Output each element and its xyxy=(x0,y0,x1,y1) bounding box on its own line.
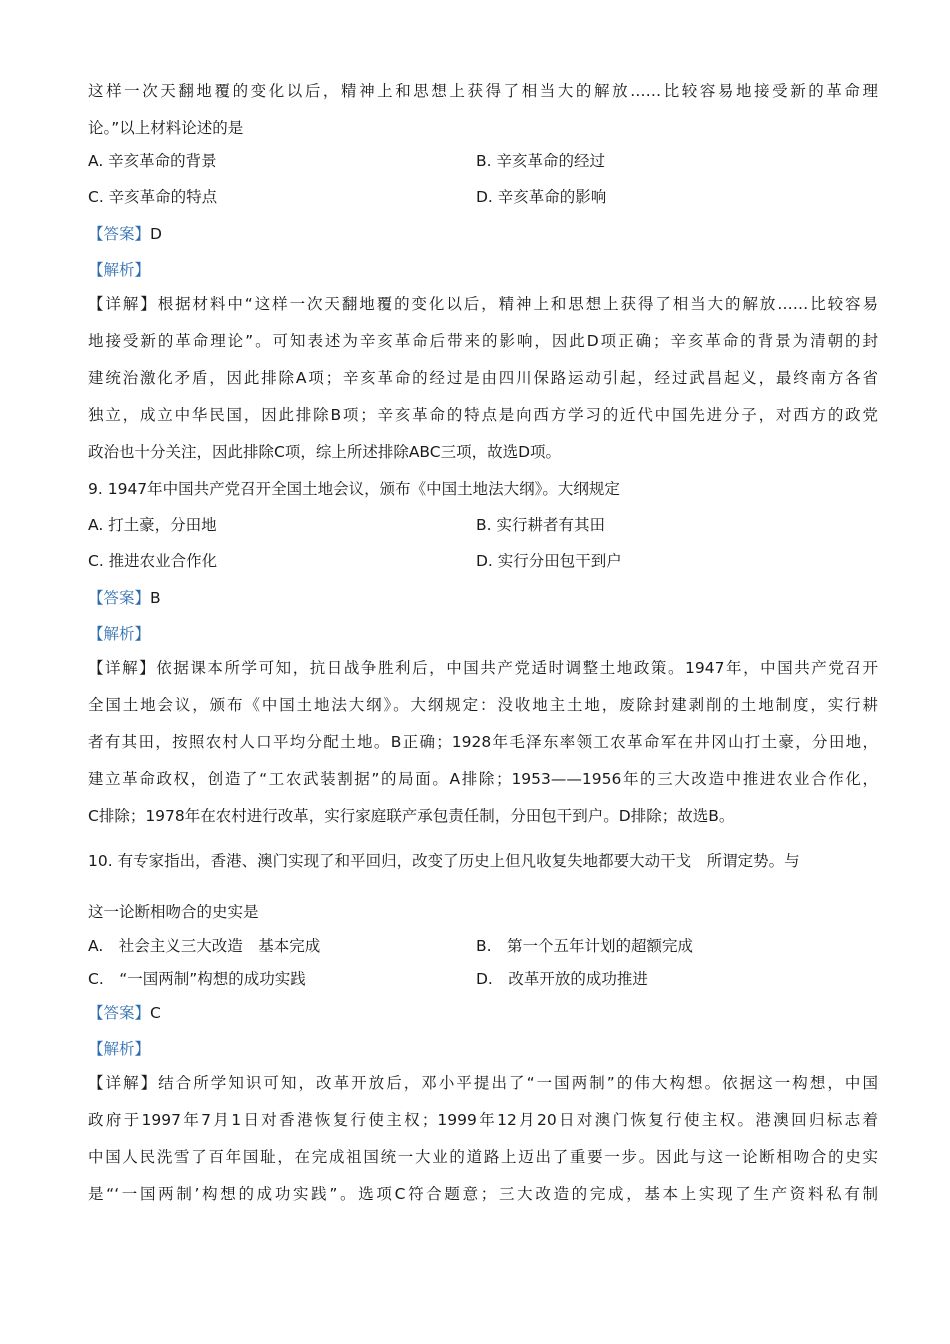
analysis-tag: 【解析】 xyxy=(88,261,151,279)
q8-detail-line-5: 政治也十分关注，因此排除C项，综上所述排除ABC三项，故选D项。 xyxy=(88,443,562,461)
q10-option-c: C. “一国两制”构想的成功实践 xyxy=(88,970,306,988)
q10-stem-line-2: 这一论断相吻合的史实是 xyxy=(88,903,259,921)
analysis-tag: 【解析】 xyxy=(88,625,151,643)
detail-tag: 【详解】 xyxy=(88,1074,159,1092)
q8-stem-line-2: 论。”以上材料论述的是 xyxy=(88,119,244,137)
q9-detail-line-3: 者有其田，按照农村人口平均分配土地。B正确；1928年毛泽东率领工农革命军在井冈山打土豪，分田地， xyxy=(88,733,878,751)
q9-option-c: C. 推进农业合作化 xyxy=(88,552,218,570)
q9-detail-line-4: 建立革命政权，创造了“工农武装割据”的局面。A排除；1953——1956年的三大改造中推进农业合作化， xyxy=(88,770,878,788)
q8-detail-line-4: 独立，成立中华民国，因此排除B项；辛亥革命的特点是向西方学习的近代中国先进分子，对西方的政党 xyxy=(88,406,878,424)
q9-option-b: B. 实行耕者有其田 xyxy=(476,516,605,534)
q8-option-d: D. 辛亥革命的影响 xyxy=(476,188,607,206)
q9-stem: 9. 1947年中国共产党召开全国土地会议，颁布《中国土地法大纲》。大纲规定 xyxy=(88,480,620,498)
q10-option-b: B. 第一个五年计划的超额完成 xyxy=(476,937,694,955)
q10-analysis xyxy=(88,1038,878,1060)
answer-tag: 【答案】 xyxy=(88,1004,151,1022)
answer-value: B xyxy=(150,589,161,607)
detail-tag: 【详解】 xyxy=(88,295,158,313)
q8-detail-line-1 xyxy=(88,293,878,315)
q9-answer xyxy=(88,587,878,609)
q8-detail-line-2: 地接受新的革命理论”。可知表述为辛亥革命后带来的影响，因此D项正确；辛亥革命的背景为清朝的封 xyxy=(88,332,878,350)
q8-option-c: C. 辛亥革命的特点 xyxy=(88,188,218,206)
answer-value: D xyxy=(150,225,162,243)
q8-option-b: B. 辛亥革命的经过 xyxy=(476,152,605,170)
q10-option-a: A. 社会主义三大改造 基本完成 xyxy=(88,937,321,955)
q9-detail-line-2: 全国土地会议，颁布《中国土地法大纲》。大纲规定：没收地主土地，废除封建剥削的土地制度，实行耕 xyxy=(88,696,878,714)
detail-text: 根据材料中“这样一次天翻地覆的变化以后，精神上和思想上获得了相当大的解放……比较容易 xyxy=(157,295,878,313)
detail-text: 结合所学知识可知，改革开放后，邓小平提出了“一国两制”的伟大构想。依据这一构想，中国 xyxy=(158,1074,878,1092)
q9-option-a: A. 打土豪，分田地 xyxy=(88,516,217,534)
q8-detail-line-3: 建统治激化矛盾，因此排除A项；辛亥革命的经过是由四川保路运动引起，经过武昌起义，最终南方各省 xyxy=(88,369,878,387)
answer-value: C xyxy=(150,1004,161,1022)
q10-detail-line-2: 政府于1997年7月1日对香港恢复行使主权；1999年12月20日对澳门恢复行使主权。港澳回归标志着 xyxy=(88,1111,878,1129)
q9-analysis xyxy=(88,623,878,645)
q9-detail-line-1 xyxy=(88,657,878,679)
q10-answer xyxy=(88,1002,878,1024)
q9-detail-line-5: C排除；1978年在农村进行改革，实行家庭联产承包责任制，分田包干到户。D排除；故选B。 xyxy=(88,807,735,825)
detail-text: 依据课本所学可知，抗日战争胜利后，中国共产党适时调整土地政策。1947年，中国共产党召开 xyxy=(156,659,878,677)
q9-option-d: D. 实行分田包干到户 xyxy=(476,552,622,570)
q10-detail-line-3: 中国人民洗雪了百年国耻，在完成祖国统一大业的道路上迈出了重要一步。因此与这一论断相吻合的史实 xyxy=(88,1148,878,1166)
q10-option-d: D. 改革开放的成功推进 xyxy=(476,970,648,988)
answer-tag: 【答案】 xyxy=(88,589,151,607)
q8-answer xyxy=(88,223,878,245)
q10-detail-line-4: 是“‘一国两制’构想的成功实践”。选项C符合题意；三大改造的完成，基本上实现了生产资料私有制 xyxy=(88,1185,878,1203)
q8-option-a: A. 辛亥革命的背景 xyxy=(88,152,217,170)
detail-tag: 【详解】 xyxy=(88,659,157,677)
q8-stem-line-1: 这样一次天翻地覆的变化以后，精神上和思想上获得了相当大的解放……比较容易地接受新的革命理 xyxy=(88,82,878,100)
q10-stem-line-1: 10. 有专家指出，香港、澳门实现了和平回归，改变了历史上但凡收复失地都要大动干戈 所谓定势。与 xyxy=(88,852,800,870)
analysis-tag: 【解析】 xyxy=(88,1040,151,1058)
q8-analysis xyxy=(88,259,878,281)
q10-detail-line-1 xyxy=(88,1072,878,1094)
answer-tag: 【答案】 xyxy=(88,225,151,243)
